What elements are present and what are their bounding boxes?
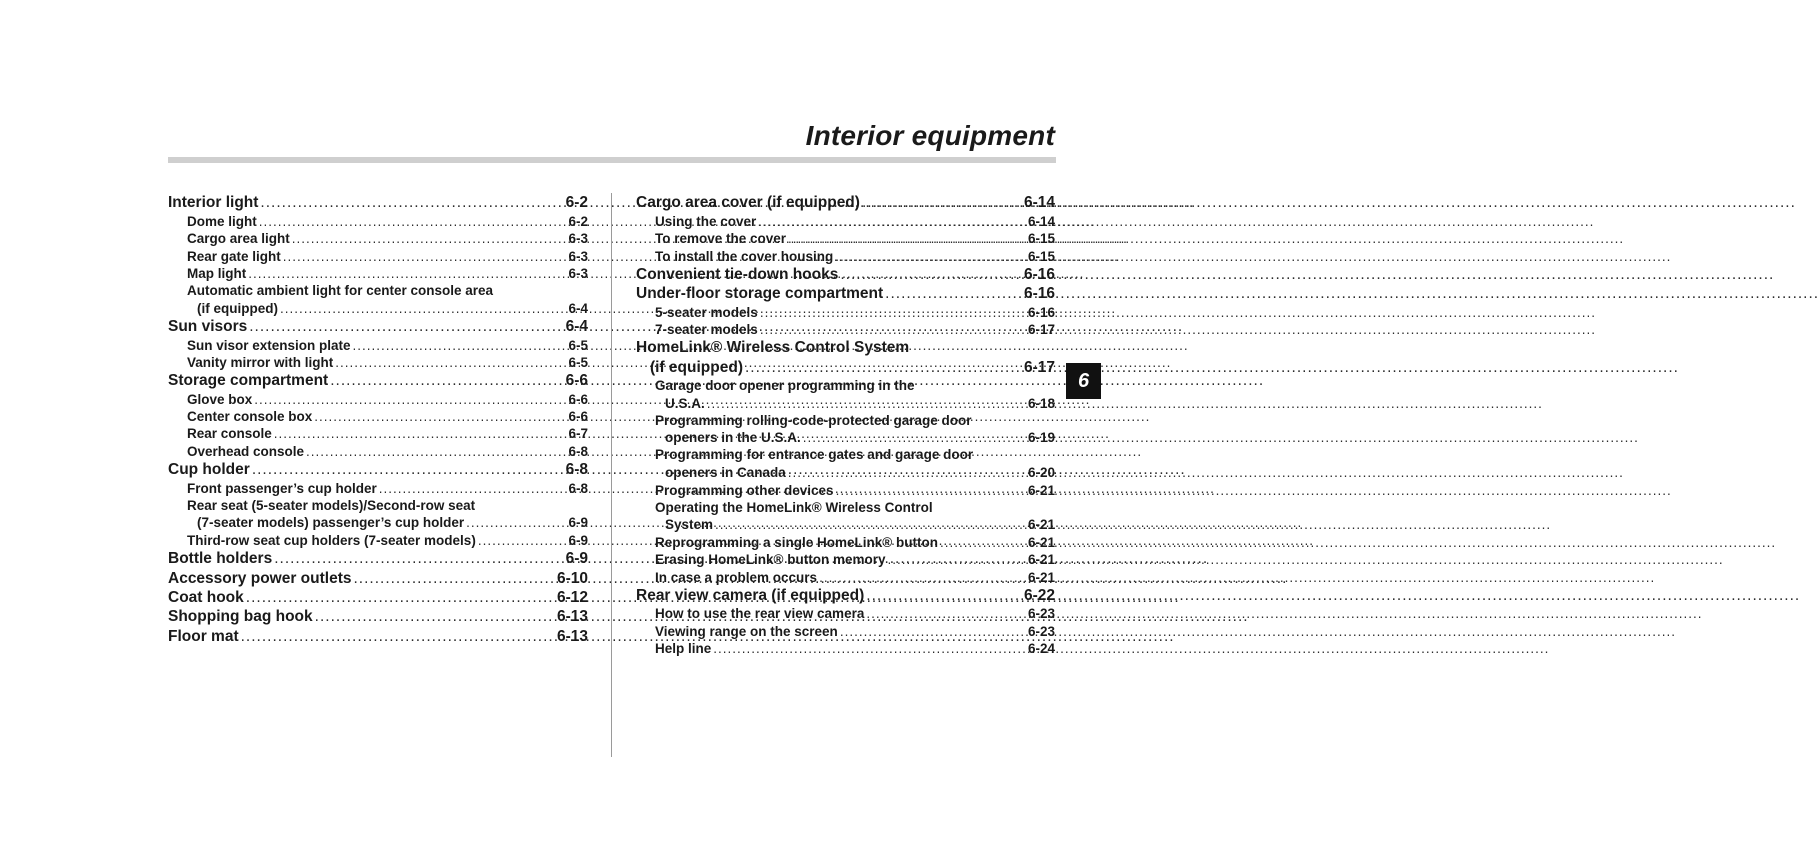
toc-entry-label-line1: Operating the HomeLink® Wireless Control	[655, 499, 933, 515]
toc-entry[interactable]	[168, 460, 588, 479]
toc-entry-label: Sun visor extension plate	[187, 337, 351, 353]
dot-leader	[866, 605, 1020, 622]
toc-entry-label: Accessory power outlets	[168, 569, 352, 587]
toc-entry[interactable]	[636, 265, 1055, 284]
toc-subentry[interactable]	[636, 230, 1055, 247]
toc-entry-label: Sun visors	[168, 318, 248, 336]
toc-entry[interactable]	[168, 193, 588, 212]
toc-subentry[interactable]	[168, 390, 588, 407]
toc-page-number: 6-14	[1023, 194, 1055, 212]
dot-leader	[254, 391, 560, 408]
dot-leader	[862, 193, 1016, 212]
toc-subentry[interactable]	[636, 640, 1055, 657]
toc-subentry[interactable]	[168, 425, 588, 442]
toc-entry[interactable]	[168, 588, 588, 607]
dot-leader	[466, 514, 560, 531]
toc-entry-label: Cup holder	[168, 461, 250, 479]
toc-page-number: 6-21	[1027, 482, 1055, 498]
dot-leader	[379, 480, 561, 497]
toc-entry-label: Front passenger’s cup holder	[187, 480, 377, 496]
dot-leader	[835, 248, 1020, 265]
toc-subentry[interactable]	[636, 446, 1055, 481]
toc-entry-label: Shopping bag hook	[168, 608, 313, 626]
toc-page-number: 6-15	[1027, 231, 1055, 247]
toc-subentry[interactable]	[168, 230, 588, 247]
toc-right-column	[636, 193, 1055, 657]
dot-leader	[353, 569, 548, 588]
toc-subentry[interactable]	[168, 479, 588, 496]
toc-subentry[interactable]	[636, 247, 1055, 264]
toc-entry[interactable]	[636, 284, 1055, 303]
toc-page-number: 6-21	[1027, 534, 1055, 550]
toc-page-number: 6-23	[1027, 606, 1055, 622]
toc-entry-label: Viewing range on the screen	[655, 623, 838, 639]
dot-leader	[260, 193, 557, 212]
toc-entry-label: Cargo area cover (if equipped)	[636, 194, 860, 212]
toc-subentry[interactable]	[636, 568, 1055, 585]
toc-entry[interactable]	[168, 568, 588, 587]
toc-subentry[interactable]	[636, 303, 1055, 320]
toc-entry-label: How to use the rear view camera	[655, 606, 865, 622]
dot-leader	[280, 300, 560, 317]
toc-entry[interactable]	[168, 549, 588, 568]
toc-page-number: 6-16	[1023, 285, 1055, 303]
toc-entry[interactable]	[168, 317, 588, 336]
dot-leader	[314, 408, 560, 425]
toc-page-number: 6-21	[1027, 552, 1055, 568]
toc-subentry[interactable]	[636, 605, 1055, 622]
toc-entry-label: Rear console	[187, 426, 272, 442]
toc-entry-label: Map light	[187, 265, 247, 281]
dot-leader	[478, 532, 561, 549]
toc-page-number: 6-23	[1027, 623, 1055, 639]
toc-entry-label: Storage compartment	[168, 372, 329, 390]
toc-page-number: 6-20	[1027, 465, 1055, 481]
toc-page-number: 6-8	[568, 443, 588, 459]
toc-page-number: 6-9	[568, 532, 588, 548]
dot-leader	[887, 551, 1019, 568]
dot-leader	[335, 354, 560, 371]
toc-entry-label: 5-seater models	[655, 304, 758, 320]
toc-page-number: 6-13	[556, 608, 588, 626]
toc-page-number: 6-8	[565, 461, 588, 479]
dot-leader	[274, 425, 561, 442]
toc-entry-label: Bottle holders	[168, 550, 273, 568]
toc-subentry[interactable]	[168, 336, 588, 353]
toc-page-number: 6-16	[1023, 265, 1055, 283]
toc-page-number: 6-6	[568, 391, 588, 407]
dot-leader	[283, 248, 561, 265]
toc-page-number: 6-3	[568, 231, 588, 247]
dot-leader	[713, 640, 1020, 657]
toc-subentry[interactable]	[636, 551, 1055, 568]
toc-entry[interactable]	[168, 607, 588, 626]
toc-entry-label: Floor mat	[168, 627, 239, 645]
dot-leader	[292, 230, 561, 247]
toc-entry-label: (if equipped)	[650, 358, 743, 376]
toc-page-number: 6-21	[1027, 517, 1055, 533]
chapter-tab[interactable]: 6	[1066, 363, 1101, 399]
toc-subentry[interactable]	[636, 499, 1055, 534]
toc-page-number: 6-13	[556, 627, 588, 645]
dot-leader	[315, 607, 549, 626]
toc-page-number: 6-6	[568, 409, 588, 425]
toc-page-number: 6-10	[556, 569, 588, 587]
dot-leader	[259, 213, 561, 230]
toc-page-number: 6-8	[568, 480, 588, 496]
title-rule	[168, 157, 1056, 163]
toc-subentry[interactable]	[168, 531, 588, 548]
toc-entry-label: 7-seater models	[655, 322, 758, 338]
toc-subentry[interactable]	[636, 212, 1055, 229]
toc-entry-label: (7-seater models) passenger’s cup holder	[197, 515, 465, 531]
toc-subentry[interactable]	[636, 412, 1055, 447]
toc-entry-label: Programming other devices	[655, 482, 834, 498]
toc-subentry[interactable]	[168, 265, 588, 282]
toc-page-number: 6-9	[565, 550, 588, 568]
toc-subentry[interactable]	[636, 377, 1055, 412]
toc-entry-label: U.S.A.	[665, 395, 705, 411]
toc-entry-label: Under-floor storage compartment	[636, 285, 884, 303]
toc-entry-label: Convenient tie-down hooks	[636, 265, 839, 283]
toc-entry-label: Glove box	[187, 391, 253, 407]
toc-page-number: 6-3	[568, 265, 588, 281]
toc-entry-label: Third-row seat cup holders (7-seater models)	[187, 532, 476, 548]
dot-leader	[803, 429, 1020, 446]
toc-page-number: 6-9	[568, 515, 588, 531]
toc-subentry[interactable]	[636, 321, 1055, 338]
toc-page-number: 6-2	[568, 213, 588, 229]
toc-page-number: 6-17	[1027, 322, 1055, 338]
toc-entry-label: Rear gate light	[187, 248, 281, 264]
dot-leader	[330, 371, 557, 390]
toc-subentry[interactable]	[168, 408, 588, 425]
toc-page-number: 6-16	[1027, 304, 1055, 320]
toc-entry[interactable]	[636, 338, 1055, 377]
column-divider	[611, 193, 612, 757]
toc-page-number: 6-3	[568, 248, 588, 264]
toc-entry-label: Rear view camera (if equipped)	[636, 586, 865, 604]
toc-entry[interactable]	[636, 586, 1055, 605]
dot-leader	[306, 443, 560, 460]
toc-page-number: 6-21	[1027, 569, 1055, 585]
dot-leader	[866, 586, 1016, 605]
toc-page-number: 6-17	[1023, 358, 1055, 376]
dot-leader	[248, 265, 560, 282]
toc-page-number: 6-6	[565, 372, 588, 390]
toc-page-number: 6-5	[568, 354, 588, 370]
toc-entry-label-line1: Programming for entrance gates and garage door	[655, 447, 974, 463]
toc-entry-label: System	[665, 517, 714, 533]
toc-entry-label-line1: Rear seat (5-seater models)/Second-row seat	[187, 497, 476, 513]
dot-leader	[885, 284, 1016, 303]
toc-page-number: 6-24	[1027, 641, 1055, 657]
toc-page-number: 6-22	[1023, 586, 1055, 604]
dot-leader	[940, 534, 1020, 551]
toc-subentry[interactable]	[636, 622, 1055, 639]
toc-page-number: 6-2	[565, 194, 588, 212]
toc-page-number: 6-19	[1027, 430, 1055, 446]
toc-subentry[interactable]	[168, 354, 588, 371]
dot-leader	[760, 304, 1020, 321]
toc-entry-label: To remove the cover	[655, 231, 787, 247]
toc-subentry[interactable]	[168, 247, 588, 264]
toc-entry-label: Vanity mirror with light	[187, 354, 334, 370]
toc-entry-label: Center console box	[187, 409, 313, 425]
toc-page-number: 6-14	[1027, 213, 1055, 229]
toc-entry-label: Interior light	[168, 194, 259, 212]
toc-entry-label-line1: Automatic ambient light for center console area	[187, 282, 494, 298]
toc-entry-label-line1: Programming rolling-code-protected garage door	[655, 412, 972, 428]
dot-leader	[760, 321, 1020, 338]
toc-entry[interactable]	[636, 193, 1055, 212]
toc-entry-label: Erasing HomeLink® button memory	[655, 552, 886, 568]
toc-entry-label: Coat hook	[168, 588, 244, 606]
toc-page-number: 6-4	[565, 318, 588, 336]
toc-entry-label: openers in the U.S.A.	[665, 430, 801, 446]
toc-entry[interactable]	[168, 626, 588, 645]
toc-page-number: 6-4	[568, 300, 588, 316]
toc-page-number: 6-7	[568, 426, 588, 442]
toc-subentry[interactable]	[636, 533, 1055, 550]
toc-page-number: 6-12	[556, 588, 588, 606]
toc-entry-label: Cargo area light	[187, 231, 290, 247]
toc-entry-label: Using the cover	[655, 213, 757, 229]
dot-leader	[758, 213, 1020, 230]
toc-subentry[interactable]	[168, 442, 588, 459]
dot-leader	[840, 623, 1020, 640]
dot-leader	[249, 317, 557, 336]
toc-entry-label: (if equipped)	[197, 300, 278, 316]
toc-subentry[interactable]	[636, 481, 1055, 498]
toc-entry-label: In case a problem occurs	[655, 569, 818, 585]
dot-leader	[246, 588, 549, 607]
toc-entry-label: Reprogramming a single HomeLink® button	[655, 534, 938, 550]
dot-leader	[707, 395, 1020, 412]
dot-leader	[819, 569, 1020, 586]
toc-entry-label: Overhead console	[187, 443, 305, 459]
toc-entry-label: Help line	[655, 641, 712, 657]
toc-entry-label: Dome light	[187, 213, 257, 229]
dot-leader	[840, 265, 1016, 284]
toc-subentry[interactable]	[168, 282, 588, 317]
toc-subentry[interactable]	[168, 497, 588, 532]
dot-leader	[353, 337, 561, 354]
dot-leader	[788, 230, 1020, 247]
toc-subentry[interactable]	[168, 212, 588, 229]
toc-page-number: 6-15	[1027, 248, 1055, 264]
toc-page-number: 6-5	[568, 337, 588, 353]
toc-entry-label: To install the cover housing	[655, 248, 834, 264]
page-title: Interior equipment	[805, 120, 1055, 151]
dot-leader	[788, 464, 1020, 481]
dot-leader	[241, 627, 549, 646]
dot-leader	[836, 482, 1020, 499]
toc-page-number: 6-18	[1027, 395, 1055, 411]
toc-left-column	[168, 193, 588, 646]
dot-leader	[252, 460, 558, 479]
dot-leader	[715, 516, 1020, 533]
dot-leader	[745, 358, 1016, 377]
toc-entry[interactable]	[168, 371, 588, 390]
toc-entry-label-line1: Garage door opener programming in the	[655, 377, 915, 393]
toc-entry-label: openers in Canada	[665, 465, 786, 481]
dot-leader	[274, 549, 557, 568]
toc-entry-label-line1: HomeLink® Wireless Control System	[636, 339, 910, 357]
